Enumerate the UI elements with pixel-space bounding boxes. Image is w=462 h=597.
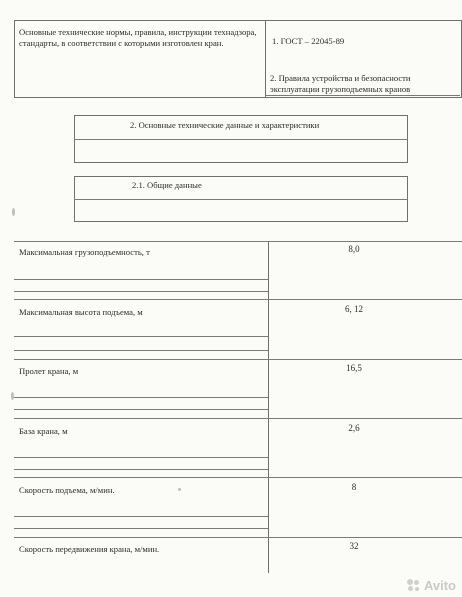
row-line (14, 291, 268, 292)
scan-smudge (11, 392, 14, 400)
row-separator (14, 418, 462, 419)
spec-value-lift-height: 6, 12 (345, 304, 363, 314)
spec-label-lift-height: Максимальная высота подъема, м (19, 307, 143, 317)
row-line (14, 279, 268, 280)
header-left-text: Основные технические нормы, правила, инструкции технадзора, стандарты, в соответствии с которыми изготовлен кран. (19, 27, 257, 48)
row-line (14, 409, 268, 410)
row-line (14, 397, 268, 398)
header-table-divider (265, 20, 266, 98)
row-line (14, 528, 268, 529)
avito-watermark (407, 578, 456, 593)
section-2-title: 2. Основные технические данные и характеристики (130, 120, 320, 130)
header-right-rules: 2. Правила устройства и безопасности эксплуатации грузоподъемных кранов (270, 73, 411, 94)
row-separator (14, 359, 462, 360)
header-right-standard: 1. ГОСТ – 22045-89 (272, 36, 345, 46)
row-separator (14, 537, 462, 538)
spec-label-capacity: Максимальная грузоподъемность, т (19, 247, 150, 257)
spec-label-lift-speed: Скорость подъема, м/мин. (19, 485, 115, 495)
row-line (14, 457, 268, 458)
spec-label-span: Пролет крана, м (19, 366, 79, 376)
spec-table-divider (268, 241, 269, 573)
header-right-underline (266, 95, 460, 96)
avito-watermark-text: Avito (423, 578, 456, 593)
avito-dots-icon (407, 579, 421, 593)
spec-value-base: 2,6 (348, 423, 360, 433)
spec-label-travel-speed: Скорость передвижения крана, м/мин. (19, 544, 160, 554)
row-separator (14, 299, 462, 300)
row-line (14, 350, 268, 351)
scan-smudge (178, 488, 181, 491)
spec-value-lift-speed: 8 (351, 482, 357, 492)
spec-value-travel-speed: 32 (349, 541, 359, 551)
spec-value-capacity: 8,0 (348, 244, 360, 254)
row-line (14, 469, 268, 470)
row-line (14, 336, 268, 337)
spec-table-top-line (14, 241, 462, 242)
row-separator (14, 477, 462, 478)
scan-smudge (12, 208, 15, 216)
spec-label-base: База крана, м (19, 426, 68, 436)
row-line (14, 516, 268, 517)
spec-value-span: 16,5 (346, 363, 362, 373)
section-2-box-divider (74, 139, 408, 140)
section-2-1-title: 2.1. Общие данные (132, 180, 202, 190)
section-2-1-box-divider (74, 199, 408, 200)
